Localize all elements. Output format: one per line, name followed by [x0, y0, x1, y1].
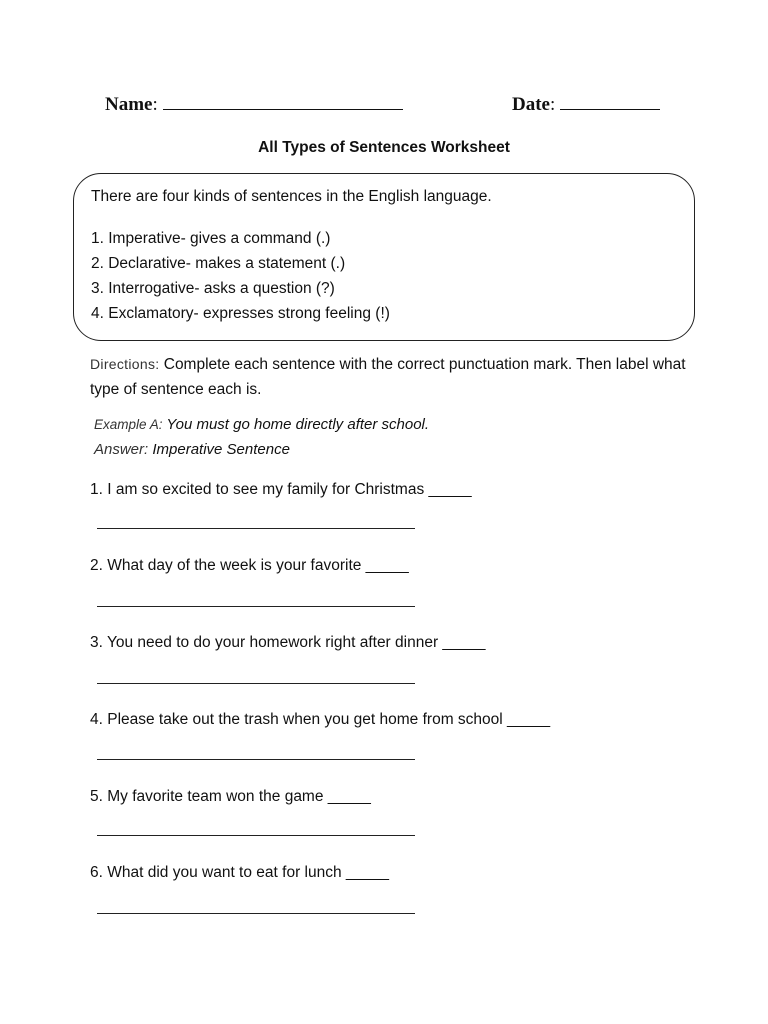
list-item: 4. Exclamatory- expresses strong feeling (!)	[91, 305, 390, 322]
name-blank-line[interactable]	[163, 91, 403, 110]
directions-label: Directions:	[90, 356, 160, 372]
worksheet-title: All Types of Sentences Worksheet	[258, 139, 510, 156]
directions-text: Complete each sentence with the correct punctuation mark. Then label what type of sentence each is.	[90, 356, 686, 398]
example-text: You must go home directly after school.	[162, 416, 430, 433]
list-item: 2. Declarative- makes a statement (.)	[91, 255, 346, 272]
example-answer	[94, 441, 290, 458]
answer-line-2[interactable]	[97, 606, 415, 607]
date-colon: :	[549, 94, 556, 115]
answer-text: Imperative Sentence	[148, 441, 290, 458]
directions	[90, 352, 690, 402]
name-field-row	[105, 91, 403, 116]
sentence-types-list	[91, 226, 390, 326]
list-item: 1. Imperative- gives a command (.)	[91, 230, 331, 247]
question-4: 4. Please take out the trash when you get home from school _____	[90, 711, 551, 728]
answer-line-5[interactable]	[97, 835, 415, 836]
answer-line-6[interactable]	[97, 913, 415, 914]
answer-line-3[interactable]	[97, 683, 415, 684]
question-5: 5. My favorite team won the game _____	[90, 788, 371, 805]
name-colon: :	[152, 94, 158, 115]
question-3: 3. You need to do your homework right after dinner _____	[90, 634, 486, 651]
question-1: 1. I am so excited to see my family for Christmas _____	[90, 481, 472, 498]
list-item: 3. Interrogative- asks a question (?)	[91, 280, 335, 297]
question-2: 2. What day of the week is your favorite _____	[90, 557, 409, 574]
answer-line-1[interactable]	[97, 528, 415, 529]
example-sentence	[94, 416, 429, 433]
info-intro-text: There are four kinds of sentences in the English language.	[91, 188, 492, 205]
example-label: Example A:	[94, 417, 163, 432]
date-label: Date	[512, 94, 550, 115]
question-6: 6. What did you want to eat for lunch _____	[90, 864, 389, 881]
answer-line-4[interactable]	[97, 759, 415, 760]
date-blank-line[interactable]	[560, 91, 660, 110]
name-label: Name	[105, 94, 153, 115]
date-field-row	[512, 91, 660, 116]
answer-label: Answer:	[94, 441, 149, 458]
